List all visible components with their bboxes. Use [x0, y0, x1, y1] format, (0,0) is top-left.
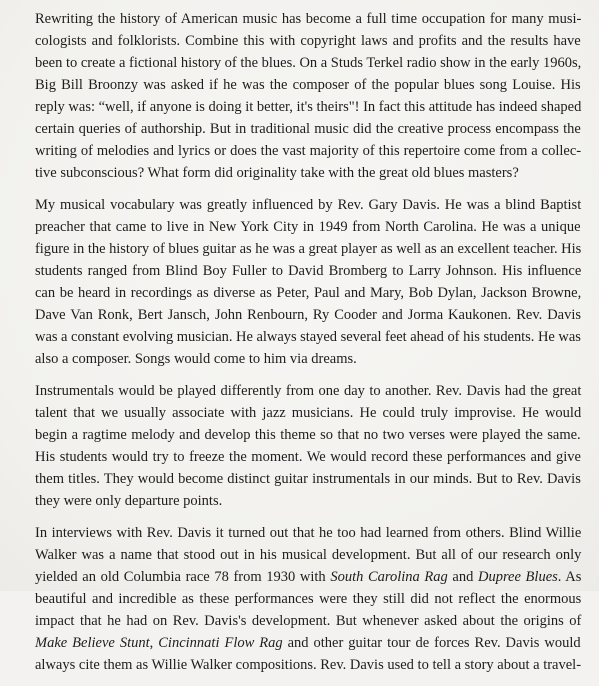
text-segment: Rewriting the history of American music has become a full time occupation for many musi- [35, 11, 582, 27]
text-line [35, 140, 581, 162]
text-segment: and [447, 569, 478, 585]
text-line [35, 304, 581, 326]
italic-title: Make Believe Stunt [35, 635, 150, 651]
text-line [35, 380, 581, 402]
text-segment: and other guitar tour de forces Rev. Davis would [282, 635, 581, 651]
text-segment: figure in the history of blues guitar as he was a great player as well as an excellent teacher. His [35, 241, 582, 257]
text-segment: also a composer. Songs would come to him via dreams. [35, 351, 357, 367]
text-line [35, 566, 581, 588]
text-line [35, 632, 581, 654]
text-segment: can be heard in recordings as diverse as Peter, Paul and Mary, Bob Dylan, Jackson Browne, [35, 285, 582, 301]
text-segment: reply was: “well, if anyone is doing it better, it's theirs"! In fact this attitude has indeed shaped [35, 99, 582, 115]
text-segment: writing of melodies and lyrics or does the vast majority of this repertoire come from a collec- [35, 143, 582, 159]
text-segment: tive subconscious? What form did originality take with the great old blues masters? [35, 165, 519, 181]
text-line [35, 118, 581, 140]
text-line [35, 194, 581, 216]
text-line [35, 8, 581, 30]
italic-title: South Carolina Rag [330, 569, 448, 585]
text-line [35, 544, 581, 566]
text-segment: been to create a fictional history of the blues. On a Studs Terkel radio show in the early 1960s, [35, 55, 582, 71]
text-line [35, 610, 581, 632]
text-segment: certain queries of authorship. But in traditional music did the creative process encompass the [35, 121, 581, 137]
italic-title: Cincinnati Flow Rag [158, 635, 283, 651]
text-segment: His students would try to freeze the moment. We would record these performances and give [35, 449, 581, 465]
text-line [35, 468, 581, 490]
text-line [35, 588, 581, 610]
text-segment: beautiful and incredible as these performances were they still did not reflect the enormous [35, 591, 582, 607]
text-segment: My musical vocabulary was greatly influenced by Rev. Gary Davis. He was a blind Baptist [35, 197, 582, 213]
paragraph [35, 380, 581, 512]
text-segment: yielded an old Columbia race 78 from 1930 with [35, 569, 331, 585]
text-line [35, 490, 581, 512]
text-segment: . As [557, 569, 582, 585]
paragraph [35, 522, 581, 676]
text-segment: Dave Van Ronk, Bert Jansch, John Renbourn, Ry Cooder and Jorma Kaukonen. Rev. Davis [35, 307, 582, 323]
text-line [35, 282, 581, 304]
text-line [35, 522, 581, 544]
text-segment: students ranged from Blind Boy Fuller to David Bromberg to Larry Johnson. His influence [35, 263, 582, 279]
text-segment: Instrumentals would be played differently from one day to another. Rev. Davis had the great [35, 383, 582, 399]
text-line [35, 74, 581, 96]
text-line [35, 260, 581, 282]
text-line [35, 52, 581, 74]
body-text [35, 8, 581, 686]
text-segment: they were only departure points. [35, 493, 223, 509]
paragraph [35, 194, 581, 370]
text-line [35, 238, 581, 260]
text-segment: talent that we usually associate with jazz musicians. He could truly improvise. He would [35, 405, 582, 421]
text-line [35, 96, 581, 118]
paragraph [35, 8, 581, 184]
text-segment: In interviews with Rev. Davis it turned out that he too had learned from others. Blind Willie [35, 525, 582, 541]
text-line [35, 654, 581, 676]
text-segment: begin a ragtime melody and develop this theme so that no two verses were played the same. [35, 427, 581, 443]
text-line [35, 424, 581, 446]
text-line [35, 446, 581, 468]
text-line [35, 326, 581, 348]
text-segment: , [149, 635, 159, 651]
text-segment: Walker was a name that stood out in his musical development. But all of our research only [35, 547, 582, 563]
text-segment: cologists and folklorists. Combine this with copyright laws and profits and the results have [35, 33, 581, 49]
text-segment: Big Bill Broonzy was asked if he was the composer of the popular blues song Louise. His [35, 77, 581, 93]
text-segment: was a constant evolving musician. He always stayed several feet ahead of his students. He was [35, 329, 581, 345]
text-segment: them titles. They would become distinct guitar instrumentals in our minds. But to Rev. Davis [35, 471, 581, 487]
text-line [35, 402, 581, 424]
text-line [35, 216, 581, 238]
text-segment: impact that he had on Rev. Davis's development. But whenever asked about the origins of [35, 613, 582, 629]
text-segment: always cite them as Willie Walker compositions. Rev. Davis used to tell a story about a travel- [35, 657, 582, 673]
text-line [35, 348, 581, 370]
text-line [35, 30, 581, 52]
text-segment: preacher that came to live in New York City in 1949 from North Carolina. He was a unique [35, 219, 581, 235]
text-line [35, 162, 581, 184]
italic-title: Dupree Blues [477, 569, 558, 585]
